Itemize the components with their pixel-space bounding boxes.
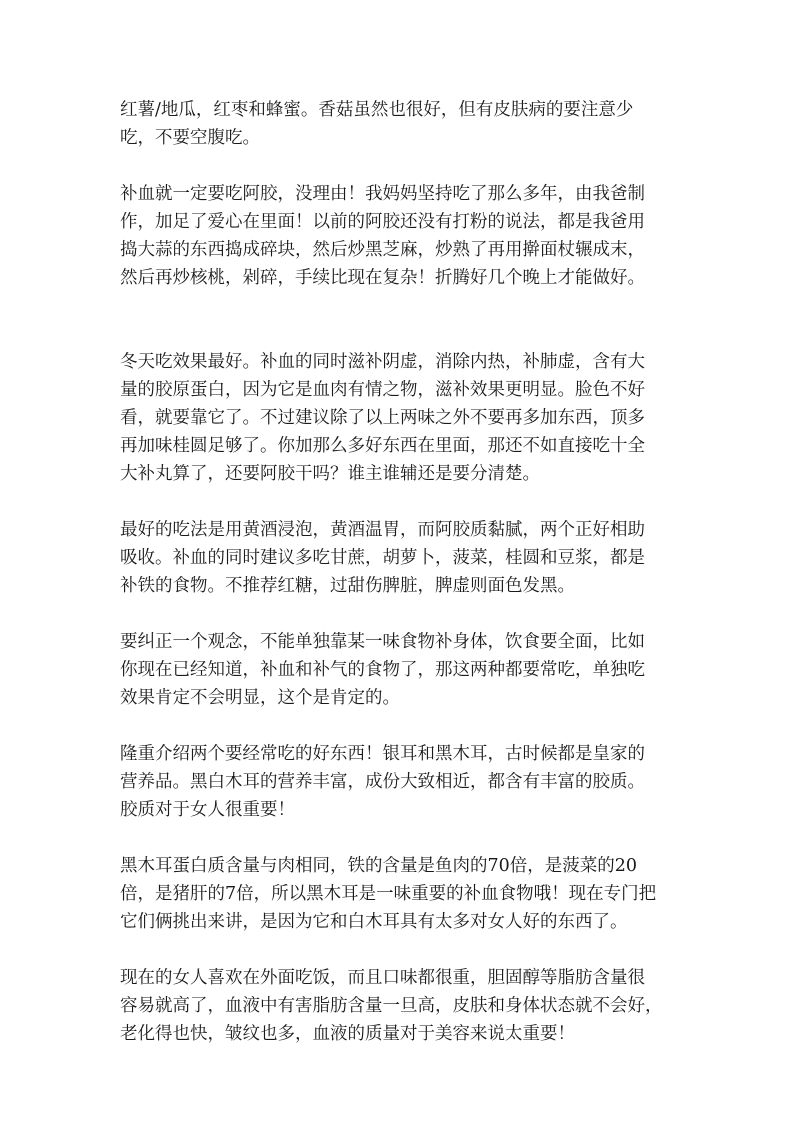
paragraph-best-method: [120, 516, 680, 600]
text-line: 冬天吃效果最好。补血的同时滋补阴虚，消除内热，补肺虚，含有大: [120, 352, 645, 372]
paragraph-foods: [120, 96, 680, 152]
text-line: 作，加足了爱心在里面！以前的阿胶还没有打粉的说法，都是我爸用: [120, 212, 645, 232]
text-line: 老化得也快，皱纹也多，血液的质量对于美容来说太重要！: [120, 1024, 575, 1044]
text-line: 它们俩挑出来讲，是因为它和白木耳具有太多对女人好的东西了。: [120, 912, 628, 932]
paragraph-balanced-diet: [120, 628, 680, 712]
text-line: 吸收。补血的同时建议多吃甘蔗，胡萝卜，菠菜，桂圆和豆浆，都是: [120, 548, 645, 568]
text-line: 要纠正一个观念，不能单独靠某一味食物补身体，饮食要全面，比如: [120, 632, 645, 652]
text-line: 容易就高了，血液中有害脂肪含量一旦高，皮肤和身体状态就不会好，: [120, 996, 663, 1016]
paragraph-ejiao-intro: [120, 180, 680, 292]
text-line: 再加味桂圆足够了。你加那么多好东西在里面，那还不如直接吃十全: [120, 436, 645, 456]
text-line: 补血就一定要吃阿胶，没理由！我妈妈坚持吃了那么多年，由我爸制: [120, 184, 645, 204]
text-line: 补铁的食物。不推荐红糖，过甜伤脾脏，脾虚则面色发黑。: [120, 576, 575, 596]
paragraph-eating-out: [120, 964, 680, 1048]
text-line: 胶质对于女人很重要！: [120, 800, 295, 820]
text-line: 效果肯定不会明显，这个是肯定的。: [120, 688, 400, 708]
text-line: 然后再炒核桃，剁碎，手续比现在复杂！折腾好几个晚上才能做好。: [120, 268, 645, 288]
text-line: 红薯/地瓜，红枣和蜂蜜。香菇虽然也很好，但有皮肤病的要注意少: [120, 100, 634, 120]
text-line: 黑木耳蛋白质含量与肉相同，铁的含量是鱼肉的70倍，是菠菜的20: [120, 856, 638, 876]
text-line: 量的胶原蛋白，因为它是血肉有情之物，滋补效果更明显。脸色不好: [120, 380, 645, 400]
document-body: [120, 96, 680, 1076]
text-line: 营养品。黑白木耳的营养丰富，成份大致相近，都含有丰富的胶质。: [120, 772, 645, 792]
paragraph-winter: [120, 348, 680, 488]
text-line: 捣大蒜的东西捣成碎块，然后炒黑芝麻，炒熟了再用擀面杖辗成末，: [120, 240, 645, 260]
paragraph-black-fungus: [120, 852, 680, 936]
text-line: 倍，是猪肝的7倍，所以黑木耳是一味重要的补血食物哦！现在专门把: [120, 884, 657, 904]
text-line: 大补丸算了，还要阿胶干吗？谁主谁辅还是要分清楚。: [120, 464, 540, 484]
text-line: 现在的女人喜欢在外面吃饭，而且口味都很重，胆固醇等脂肪含量很: [120, 968, 645, 988]
text-line: 吃，不要空腹吃。: [120, 128, 260, 148]
text-line: 看，就要靠它了。不过建议除了以上两味之外不要再多加东西，顶多: [120, 408, 645, 428]
text-line: 隆重介绍两个要经常吃的好东西！银耳和黑木耳，古时候都是皇家的: [120, 744, 645, 764]
paragraph-fungus-intro: [120, 740, 680, 824]
text-line: 最好的吃法是用黄酒浸泡，黄酒温胃，而阿胶质黏腻，两个正好相助: [120, 520, 645, 540]
text-line: 你现在已经知道，补血和补气的食物了，那这两种都要常吃，单独吃: [120, 660, 645, 680]
